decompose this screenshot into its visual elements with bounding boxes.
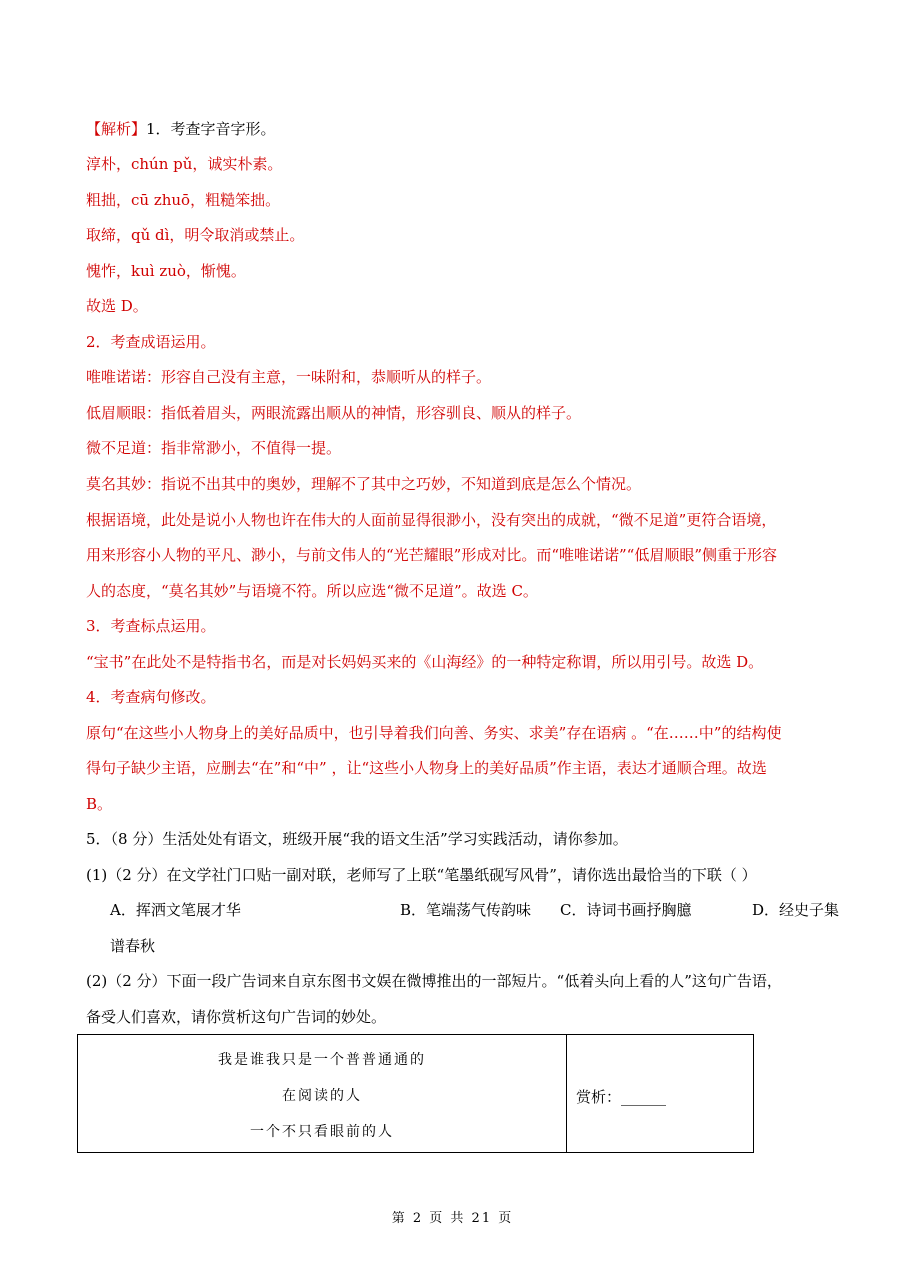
option-a: A．挥洒文笔展才华 xyxy=(110,901,241,919)
appreciation-answer-field[interactable]: 赏析：______ xyxy=(576,1088,667,1106)
analysis-q4-title: 4．考查病句修改。 xyxy=(86,688,216,706)
analysis-line: 愧怍，kuì zuò，惭愧。 xyxy=(86,262,246,280)
analysis-line: “宝书”在此处不是特指书名，而是对长妈妈买来的《山海经》的一种特定称谓，所以用引号。故选 D。 xyxy=(86,653,764,671)
page-footer: 第 2 页 共 21 页 xyxy=(391,1211,514,1226)
analysis-line: 低眉顺眼：指低着眉头，两眼流露出顺从的神情，形容驯良、顺从的样子。 xyxy=(86,404,582,422)
option-d: D．经史子集 xyxy=(752,901,840,919)
analysis-line: 取缔，qǔ dì，明令取消或禁止。 xyxy=(86,226,305,244)
analysis-line: 微不足道：指非常渺小，不值得一提。 xyxy=(86,439,342,457)
table-divider xyxy=(566,1035,567,1152)
analysis-line: 根据语境，此处是说小人物也许在伟大的人面前显得很渺小，没有突出的成就，“微不足道”更符合语境， xyxy=(86,511,777,529)
analysis-line: 唯唯诺诺：形容自己没有主意，一味附和，恭顺听从的样子。 xyxy=(86,368,492,386)
analysis-q2-title: 2．考查成语运用。 xyxy=(86,333,216,351)
poem-line: 在阅读的人 xyxy=(282,1088,362,1104)
option-d-continued: 谱春秋 xyxy=(110,937,156,955)
analysis-line: B。 xyxy=(86,795,113,813)
question-5-sub2: (2)（2 分）下面一段广告词来自京东图书文娱在微博推出的一部短片。“低着头向上看的人”这句广告语， xyxy=(86,972,782,990)
question-5-sub1: (1)（2 分）在文学社门口贴一副对联，老师写了上联“笔墨纸砚写风骨”，请你选出最恰当的下联（ ） xyxy=(86,866,757,884)
analysis-line: 故选 D。 xyxy=(86,297,148,315)
advertisement-table xyxy=(77,1034,754,1153)
analysis-tag: 【解析】 xyxy=(86,120,147,138)
analysis-line: 得句子缺少主语，应删去“在”和“中” ，让“这些小人物身上的美好品质”作主语，表达才通顺合理。故选 xyxy=(86,759,767,777)
analysis-heading xyxy=(86,119,276,139)
poem-line: 一个不只看眼前的人 xyxy=(250,1124,394,1140)
question-5-sub2-continued: 备受人们喜欢，请你赏析这句广告词的妙处。 xyxy=(86,1008,387,1026)
option-c: C．诗词书画抒胸臆 xyxy=(560,901,692,919)
analysis-q1-title: 1．考查字音字形。 xyxy=(146,120,276,138)
question-5-stem: 5．（8 分）生活处处有语文，班级开展“我的语文生活”学习实践活动，请你参加。 xyxy=(86,830,628,848)
option-b: B．笔端荡气传韵味 xyxy=(400,901,532,919)
analysis-line: 用来形容小人物的平凡、渺小，与前文伟人的“光芒耀眼”形成对比。而“唯唯诺诺”“低眉顺眼”侧重于形容 xyxy=(86,546,778,564)
analysis-line: 原句“在这些小人物身上的美好品质中，也引导着我们向善、务实、求美”存在语病 。“在……中”的结构使 xyxy=(86,724,782,742)
analysis-line: 粗拙，cū zhuō，粗糙笨拙。 xyxy=(86,191,281,209)
analysis-line: 莫名其妙：指说不出其中的奥妙，理解不了其中之巧妙，不知道到底是怎么个情况。 xyxy=(86,475,642,493)
poem-line: 我是谁我只是一个普普通通的 xyxy=(218,1052,426,1068)
analysis-q3-title: 3．考查标点运用。 xyxy=(86,617,216,635)
analysis-line: 人的态度，“莫名其妙”与语境不符。所以应选“微不足道”。故选 C。 xyxy=(86,582,538,600)
analysis-line: 淳朴，chún pǔ，诚实朴素。 xyxy=(86,155,283,173)
